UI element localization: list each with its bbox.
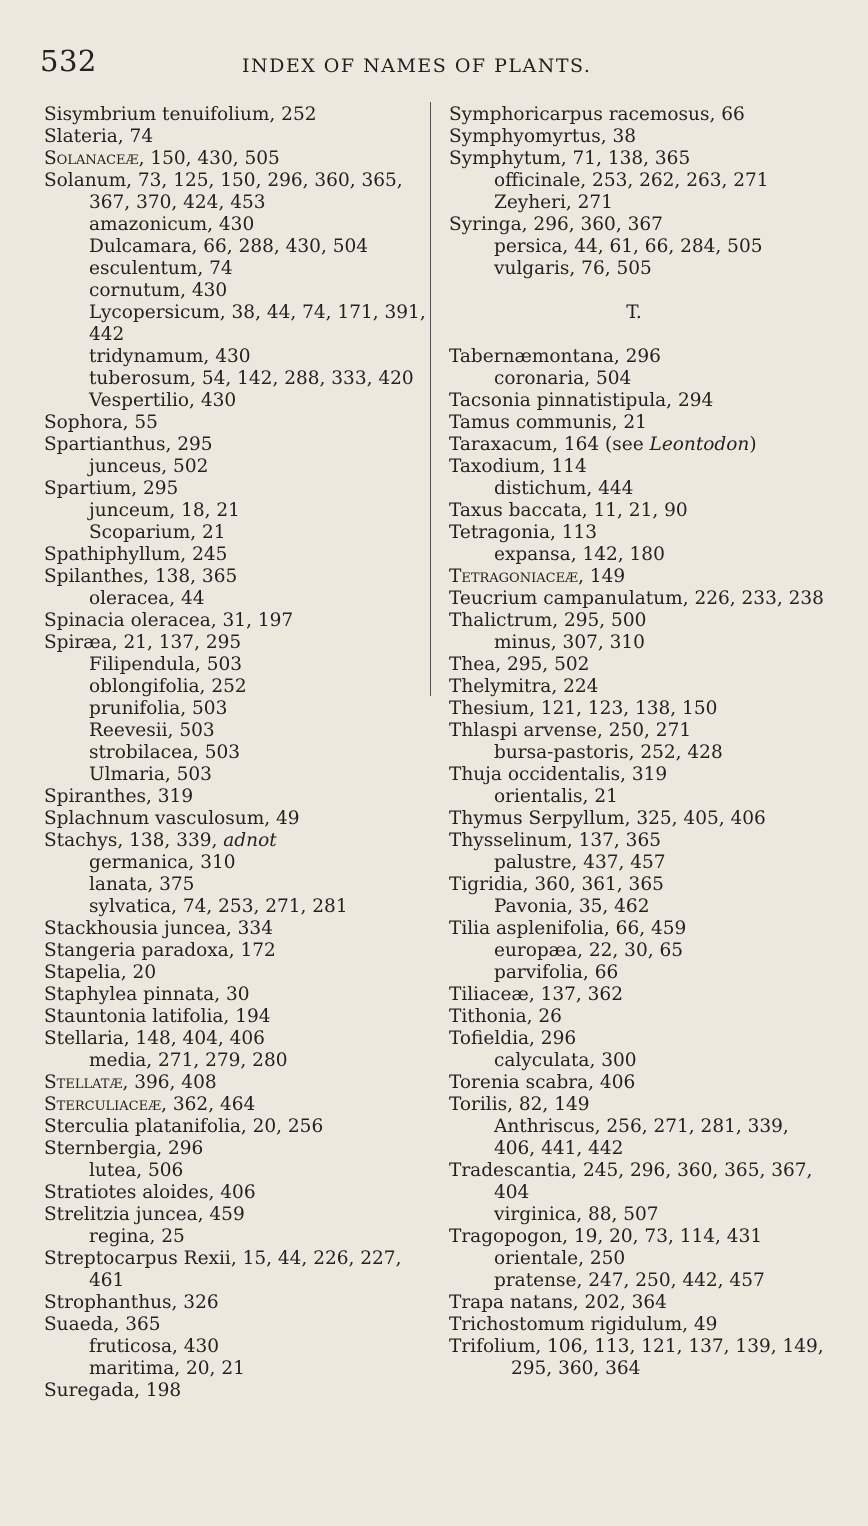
index-subentry (44, 192, 424, 214)
index-subentry (449, 896, 859, 918)
index-entry (449, 830, 859, 852)
entry-text: bursa-pastoris, 252, 428 (494, 742, 723, 763)
entry-text: virginica, 88, 507 (494, 1204, 659, 1225)
entry-text: Stellaria, 148, 404, 406 (44, 1028, 265, 1049)
index-entry (44, 1116, 424, 1138)
index-entry (449, 1072, 859, 1094)
index-entry (44, 148, 424, 170)
entry-text: Stratiotes aloides, 406 (44, 1182, 256, 1203)
index-subentry (44, 852, 424, 874)
index-entry (449, 654, 859, 676)
index-entry (44, 126, 424, 148)
entry-text: Sternbergia, 296 (44, 1138, 204, 1159)
entry-text: 406, 441, 442 (494, 1138, 624, 1159)
entry-text: Spilanthes, 138, 365 (44, 566, 238, 587)
index-entry (449, 764, 859, 786)
index-entry (449, 1314, 859, 1336)
entry-text: Tilia asplenifolia, 66, 459 (449, 918, 687, 939)
entry-text: calyculata, 300 (494, 1050, 637, 1071)
entry-text: Tigridia, 360, 361, 365 (449, 874, 664, 895)
index-entry (449, 874, 859, 896)
entry-text: Solanum, 73, 125, 150, 296, 360, 365, (44, 170, 403, 191)
entry-text: Tabernæmontana, 296 (449, 346, 661, 367)
index-entry (449, 390, 859, 412)
entry-text: germanica, 310 (89, 852, 236, 873)
index-entry (44, 962, 424, 984)
entry-text: Thymus Serpyllum, 325, 405, 406 (449, 808, 766, 829)
index-subentry (449, 962, 859, 984)
index-subentry (44, 236, 424, 258)
index-subentry (44, 324, 424, 346)
index-entry (44, 984, 424, 1006)
entry-text: Filipendula, 503 (89, 654, 243, 675)
entry-text: strobilacea, 503 (89, 742, 241, 763)
entry-text: europæa, 22, 30, 65 (494, 940, 684, 961)
index-subentry (449, 192, 859, 214)
entry-text: Stellatæ, 396, 408 (44, 1072, 217, 1093)
entry-text: 404 (494, 1182, 530, 1203)
index-entry (44, 830, 424, 852)
index-entry (449, 1006, 859, 1028)
entry-text: Symphytum, 71, 138, 365 (449, 148, 691, 169)
index-entry (44, 434, 424, 456)
entry-text: coronaria, 504 (494, 368, 632, 389)
index-entry (44, 808, 424, 830)
entry-text: Zeyheri, 271 (494, 192, 613, 213)
entry-text: Stauntonia latifolia, 194 (44, 1006, 271, 1027)
index-subentry (44, 1336, 424, 1358)
entry-text: Tragopogon, 19, 20, 73, 114, 431 (449, 1226, 763, 1247)
index-subentry (44, 654, 424, 676)
entry-text: Vespertilio, 430 (89, 390, 237, 411)
entry-text: tuberosum, 54, 142, 288, 333, 420 (89, 368, 414, 389)
entry-text: Thlaspi arvense, 250, 271 (449, 720, 692, 741)
entry-text: Thea, 295, 502 (449, 654, 590, 675)
entry-text: Slateria, 74 (44, 126, 154, 147)
entry-text: officinale, 253, 262, 263, 271 (494, 170, 769, 191)
index-subentry (449, 1050, 859, 1072)
index-subentry (44, 1270, 424, 1292)
index-entry (44, 918, 424, 940)
index-subentry (449, 1204, 859, 1226)
entry-text: Torilis, 82, 149 (449, 1094, 590, 1115)
section-heading (449, 302, 819, 324)
index-subentry (449, 544, 859, 566)
entry-text: orientalis, 21 (494, 786, 618, 807)
entry-text: Trifolium, 106, 113, 121, 137, 139, 149, (449, 1336, 824, 1357)
index-entry (44, 566, 424, 588)
index-entry (449, 566, 859, 588)
index-subentry (449, 786, 859, 808)
index-entry (449, 1336, 859, 1358)
index-entry (44, 1314, 424, 1336)
index-subentry (449, 1116, 859, 1138)
index-subentry (449, 1138, 859, 1160)
entry-text: prunifolia, 503 (89, 698, 228, 719)
index-entry (449, 918, 859, 940)
entry-text: Sisymbrium tenuifolium, 252 (44, 104, 317, 125)
entry-text: palustre, 437, 457 (494, 852, 666, 873)
index-subentry (44, 368, 424, 390)
index-subentry (44, 742, 424, 764)
index-entry (449, 720, 859, 742)
entry-text: Solanaceæ, 150, 430, 505 (44, 148, 280, 169)
entry-text: Thysselinum, 137, 365 (449, 830, 661, 851)
entry-text: Syringa, 296, 360, 367 (449, 214, 663, 235)
entry-text: esculentum, 74 (89, 258, 233, 279)
entry-text: Reevesii, 503 (89, 720, 215, 741)
index-subentry (449, 170, 859, 192)
index-entry (44, 170, 424, 192)
index-subentry (449, 852, 859, 874)
entry-text: Streptocarpus Rexii, 15, 44, 226, 227, (44, 1248, 402, 1269)
index-subentry (449, 236, 859, 258)
index-subentry (44, 720, 424, 742)
entry-text: Spinacia oleracea, 31, 197 (44, 610, 294, 631)
left-column (44, 104, 424, 1402)
index-entry (449, 1292, 859, 1314)
entry-text: Scoparium, 21 (89, 522, 226, 543)
entry-text: Dulcamara, 66, 288, 430, 504 (89, 236, 369, 257)
index-entry (449, 1094, 859, 1116)
entry-text: 442 (89, 324, 125, 345)
index-subentry (44, 1358, 424, 1380)
entry-text: Thalictrum, 295, 500 (449, 610, 647, 631)
entry-text: Stangeria paradoxa, 172 (44, 940, 276, 961)
entry-text: Taxus baccata, 11, 21, 90 (449, 500, 688, 521)
index-entry (44, 632, 424, 654)
entry-text: media, 271, 279, 280 (89, 1050, 288, 1071)
index-entry (44, 544, 424, 566)
entry-text: Ulmaria, 503 (89, 764, 212, 785)
entry-text: 367, 370, 424, 453 (89, 192, 266, 213)
index-subentry (449, 1182, 859, 1204)
entry-text: expansa, 142, 180 (494, 544, 665, 565)
entry-text: oleracea, 44 (89, 588, 205, 609)
entry-text: minus, 307, 310 (494, 632, 645, 653)
entry-text: Splachnum vasculosum, 49 (44, 808, 300, 829)
index-subentry (449, 1358, 859, 1380)
entry-text: tridynamum, 430 (89, 346, 251, 367)
entry-text: regina, 25 (89, 1226, 185, 1247)
entry-suffix: ) (749, 434, 757, 455)
column-divider (430, 102, 431, 696)
index-entry (44, 104, 424, 126)
entry-text: cornutum, 430 (89, 280, 228, 301)
entry-text: Tetragoniaceæ, 149 (449, 566, 626, 587)
index-entry (449, 588, 859, 610)
entry-text: T. (626, 302, 642, 323)
entry-text: Sophora, 55 (44, 412, 158, 433)
index-entry (449, 1160, 859, 1182)
entry-text: sylvatica, 74, 253, 271, 281 (89, 896, 348, 917)
entry-text: Symphyomyrtus, 38 (449, 126, 636, 147)
entry-text: Thesium, 121, 123, 138, 150 (449, 698, 718, 719)
index-entry (44, 1138, 424, 1160)
index-entry (449, 346, 859, 368)
index-subentry (44, 214, 424, 236)
entry-text: Tofieldia, 296 (449, 1028, 577, 1049)
entry-text: distichum, 444 (494, 478, 634, 499)
index-subentry (44, 1160, 424, 1182)
index-entry (449, 434, 859, 456)
running-head: INDEX OF NAMES OF PLANTS. (242, 55, 592, 77)
index-subentry (449, 742, 859, 764)
index-entry (44, 1380, 424, 1402)
entry-text: Tithonia, 26 (449, 1006, 562, 1027)
entry-text: Spartianthus, 295 (44, 434, 213, 455)
entry-text: Trapa natans, 202, 364 (449, 1292, 667, 1313)
index-entry (44, 1094, 424, 1116)
index-entry (449, 610, 859, 632)
index-subentry (44, 588, 424, 610)
entry-text: vulgaris, 76, 505 (494, 258, 652, 279)
index-entry (449, 522, 859, 544)
index-subentry (44, 874, 424, 896)
entry-text: parvifolia, 66 (494, 962, 619, 983)
index-subentry (44, 1226, 424, 1248)
entry-text: Thuja occidentalis, 319 (449, 764, 668, 785)
entry-text: Sterculiaceæ, 362, 464 (44, 1094, 256, 1115)
entry-text: Lycopersicum, 38, 44, 74, 171, 391, (89, 302, 426, 323)
index-subentry (449, 1248, 859, 1270)
index-subentry (44, 1050, 424, 1072)
index-entry (44, 610, 424, 632)
index-entry (449, 104, 859, 126)
index-subentry (44, 896, 424, 918)
entry-italic-ref: Leontodon (649, 434, 750, 455)
page-number: 532 (40, 44, 97, 78)
entry-text: lanata, 375 (89, 874, 195, 895)
index-entry (44, 1006, 424, 1028)
entry-text: maritima, 20, 21 (89, 1358, 245, 1379)
index-entry (44, 1248, 424, 1270)
entry-text: Tacsonia pinnatistipula, 294 (449, 390, 714, 411)
entry-text: Stackhousia juncea, 334 (44, 918, 273, 939)
entry-text: 461 (89, 1270, 125, 1291)
entry-text: Spathiphyllum, 245 (44, 544, 228, 565)
entry-text: Strelitzia juncea, 459 (44, 1204, 245, 1225)
entry-italic-ref: adnot (223, 830, 277, 851)
index-entry (44, 786, 424, 808)
entry-text: Stachys, 138, 339, (44, 830, 218, 851)
entry-text: Spartium, 295 (44, 478, 179, 499)
index-entry (449, 1226, 859, 1248)
index-subentry (44, 500, 424, 522)
index-entry (449, 148, 859, 170)
entry-text: oblongifolia, 252 (89, 676, 247, 697)
entry-text: Suaeda, 365 (44, 1314, 161, 1335)
index-subentry (44, 346, 424, 368)
entry-text: Strophanthus, 326 (44, 1292, 219, 1313)
index-subentry (44, 258, 424, 280)
index-entry (449, 456, 859, 478)
entry-text: Staphylea pinnata, 30 (44, 984, 250, 1005)
entry-text: orientale, 250 (494, 1248, 626, 1269)
index-entry (44, 1072, 424, 1094)
entry-text: pratense, 247, 250, 442, 457 (494, 1270, 765, 1291)
index-entry (44, 1028, 424, 1050)
entry-text: Sterculia platanifolia, 20, 256 (44, 1116, 324, 1137)
entry-text: Tetragonia, 113 (449, 522, 598, 543)
entry-text: Stapelia, 20 (44, 962, 157, 983)
index-subentry (449, 258, 859, 280)
index-entry (449, 676, 859, 698)
index-subentry (449, 940, 859, 962)
entry-text: junceus, 502 (89, 456, 209, 477)
entry-text: Tiliaceæ, 137, 362 (449, 984, 623, 1005)
index-subentry (44, 676, 424, 698)
entry-text: Suregada, 198 (44, 1380, 182, 1401)
index-subentry (44, 522, 424, 544)
index-entry (44, 412, 424, 434)
index-entry (449, 500, 859, 522)
index-entry (449, 984, 859, 1006)
entry-text: Trichostomum rigidulum, 49 (449, 1314, 718, 1335)
index-subentry (44, 280, 424, 302)
index-entry (44, 478, 424, 500)
index-subentry (44, 456, 424, 478)
entry-text: Anthriscus, 256, 271, 281, 339, (494, 1116, 789, 1137)
entry-text: Taxodium, 114 (449, 456, 587, 477)
index-subentry (44, 390, 424, 412)
entry-text: Thelymitra, 224 (449, 676, 599, 697)
entry-text: 295, 360, 364 (511, 1358, 641, 1379)
index-subentry (44, 698, 424, 720)
index-entry (449, 1028, 859, 1050)
entry-text: Spiræa, 21, 137, 295 (44, 632, 242, 653)
right-column (449, 104, 859, 1380)
index-entry (449, 412, 859, 434)
entry-text: lutea, 506 (89, 1160, 184, 1181)
index-subentry (44, 302, 424, 324)
index-entry (449, 808, 859, 830)
index-entry (449, 126, 859, 148)
index-entry (44, 1182, 424, 1204)
entry-text: Taraxacum, 164 (see (449, 434, 644, 455)
index-entry (449, 214, 859, 236)
entry-text: Tradescantia, 245, 296, 360, 365, 367, (449, 1160, 813, 1181)
index-entry (44, 940, 424, 962)
entry-text: fruticosa, 430 (89, 1336, 220, 1357)
index-subentry (44, 764, 424, 786)
entry-text: junceum, 18, 21 (89, 500, 240, 521)
index-subentry (449, 1270, 859, 1292)
entry-text: Pavonia, 35, 462 (494, 896, 650, 917)
index-subentry (449, 478, 859, 500)
entry-text: Spiranthes, 319 (44, 786, 194, 807)
entry-text: Symphoricarpus racemosus, 66 (449, 104, 745, 125)
index-entry (44, 1204, 424, 1226)
index-subentry (449, 632, 859, 654)
index-entry (44, 1292, 424, 1314)
index-entry (449, 698, 859, 720)
entry-text: Tamus communis, 21 (449, 412, 647, 433)
entry-text: Torenia scabra, 406 (449, 1072, 636, 1093)
entry-text: amazonicum, 430 (89, 214, 255, 235)
entry-text: persica, 44, 61, 66, 284, 505 (494, 236, 763, 257)
entry-text: Teucrium campanulatum, 226, 233, 238 (449, 588, 824, 609)
index-subentry (449, 368, 859, 390)
